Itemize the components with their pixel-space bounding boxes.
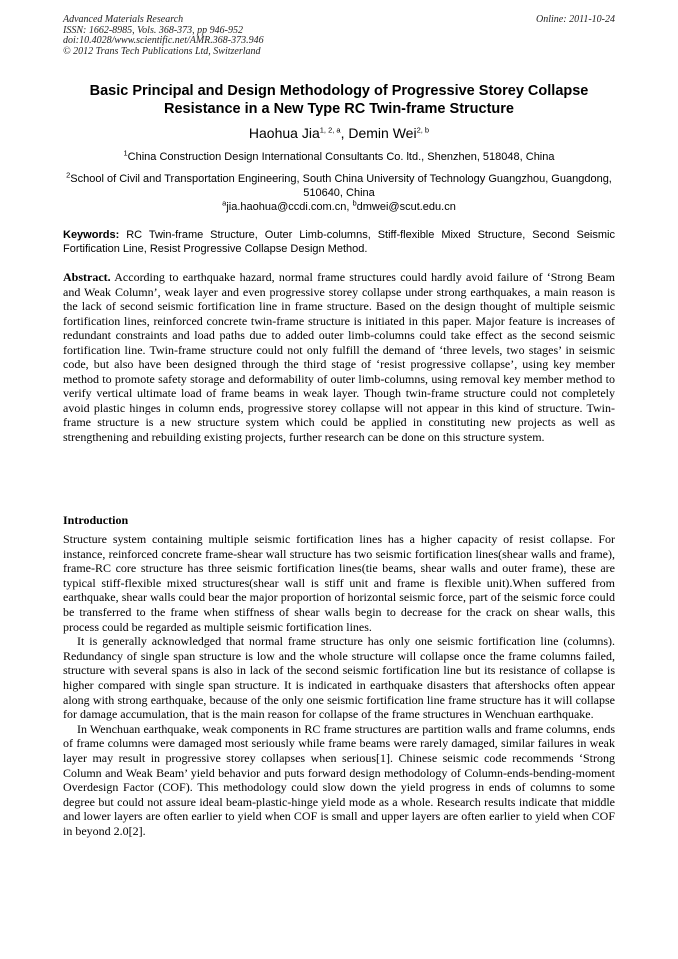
paragraph: It is generally acknowledged that normal frame structure has only one seismic fortification line (columns). Redundancy of single span structure is low and the whole structure will collapse once the frame columns failed, structure with several spans is also in lack of the second seismic fortification line but its resistance of collapse is higher compared with single span structure. It is indicated in earthquake disasters that aftershocks often appear along with strong earthquake, because of the only one seismic fortification line frame structure has it will collapse for damage accumulation, that is the main reason for collapse of the frame structures in Wenchuan earthquake. — [63, 634, 615, 722]
journal-name: Advanced Materials Research — [63, 14, 184, 25]
keywords-label: Keywords: — [63, 229, 120, 241]
paragraph: In Wenchuan earthquake, weak components in RC frame structures are partition walls and frame columns, ends of frame columns were damaged most seriously while frame beams were rarely damaged, similar failures in weak layer may result in progressive storey collapses when serious[1]. Chinese seismic code recommends ‘Strong Column and Weak Beam’ yield behavior and puts forward design methodology of Column-ends-bending-moment Overdesign Factor (COF). This methodology could slow down the yield progress in ends of columns to some degree but could not assure ideal beam-plastic-hinge yield mode as a whole. Research results indicate that middle and lower layers are often earlier to yield when COF is small and upper layers are often earlier to yield when COF in beyond 2.0[2]. — [63, 721, 615, 838]
affiliation-2-text: School of Civil and Transportation Engineering, South China University of Technology Guangzhou, Guangdong, 510640, China — [70, 173, 612, 199]
keywords-text: RC Twin-frame Structure, Outer Limb-columns, Stiff-flexible Mixed Structure, Second Seismic Fortification Line, Resist Progressive Collapse Design Method. — [63, 229, 615, 255]
author-separator: , — [340, 125, 349, 141]
introduction-body — [63, 532, 615, 838]
author-2-affiliation-mark: 2, b — [416, 125, 430, 135]
affiliation-1 — [60, 150, 618, 164]
author-2: Demin Wei — [348, 125, 417, 141]
email-b: dmwei@scut.edu.cn — [356, 201, 456, 213]
doi-line: doi:10.4028/www.scientific.net/AMR.368-373.946 — [63, 35, 264, 46]
journal-header — [63, 15, 264, 57]
author-emails — [60, 200, 618, 214]
affiliation-2 — [60, 172, 618, 200]
title-line-1: Basic Principal and Design Methodology of Progressive Storey Collapse — [89, 83, 589, 99]
copyright-line: © 2012 Trans Tech Publications Ltd, Switzerland — [63, 45, 261, 57]
title-line-2: Resistance in a New Type RC Twin-frame Structure — [164, 101, 514, 117]
abstract — [63, 270, 615, 444]
author-list — [40, 124, 638, 142]
affiliation-2-mark: 2 — [66, 170, 71, 180]
abstract-label: Abstract. — [63, 270, 111, 284]
author-1-affiliation-mark: 1, 2, a — [319, 125, 341, 135]
author-1: Haohua Jia — [248, 125, 320, 141]
email-b-mark: b — [352, 198, 357, 208]
email-a: jia.haohua@ccdi.com.cn, — [226, 201, 353, 213]
section-heading-introduction: Introduction — [63, 513, 129, 527]
affiliation-1-text: China Construction Design International Consultants Co. ltd., Shenzhen, 518048, China — [127, 151, 555, 163]
paragraph: Structure system containing multiple seismic fortification lines has a higher capacity of resist collapse. For instance, reinforced concrete frame-shear wall structure has two seismic fortification lines(shear walls and frame), frame-RC core structure has three seismic fortification lines(tie beams, shear walls and outer frame), these are typical stiff-flexible mixed structures(shear wall is stiff unit and frame is flexible unit).When suffered from earthquake, shear walls could bear the major proportion of horizontal seismic force, part of the seismic force could be transferred to the frame when stiffness of shear walls begin to decrease for the crack on shear walls, this process could be regarded as multiple seismic fortification lines. — [63, 532, 615, 634]
online-date: Online: 2011-10-24 — [536, 14, 615, 25]
paper-title — [40, 82, 638, 118]
affiliation-1-mark: 1 — [123, 148, 128, 158]
issn-line: ISSN: 1662-8985, Vols. 368-373, pp 946-952 — [63, 24, 243, 36]
email-a-mark: a — [222, 198, 227, 208]
keywords — [63, 228, 615, 256]
abstract-text: According to earthquake hazard, normal frame structures could hardly avoid failure of ‘Strong Beam and Weak Column’, weak layer and even progressive storey collapse under strong earthquakes, a main reason is the lack of second seismic fortification line in frame structure. Based on the design thought of multiple seismic fortification lines, reinforced concrete twin-frame structure is initiated in this paper. Major feature is increases of redundant constraints and load paths due to added outer limb-columns could take effect as the second seismic fortification line. Twin-frame structure could not only fulfill the demand of ‘three levels, two stages’ in seismic code, but also have been designed through the third stage of ‘resist progressive collapse’, using key member method to promote safety storage and deformability of outer limb-columns, using removal key member method to verify vertical ultimate load of frame beams in weak layer. Though twin-frame structure could not completely avoid plastic hinges in column ends, progressive storey collapse will not appear in this kind of structure. Twin-frame structure is a new structure system which could be applied in constituting new projects as well as strengthening and rebuilding existing projects, further research can be done on this structure system. — [63, 270, 615, 444]
